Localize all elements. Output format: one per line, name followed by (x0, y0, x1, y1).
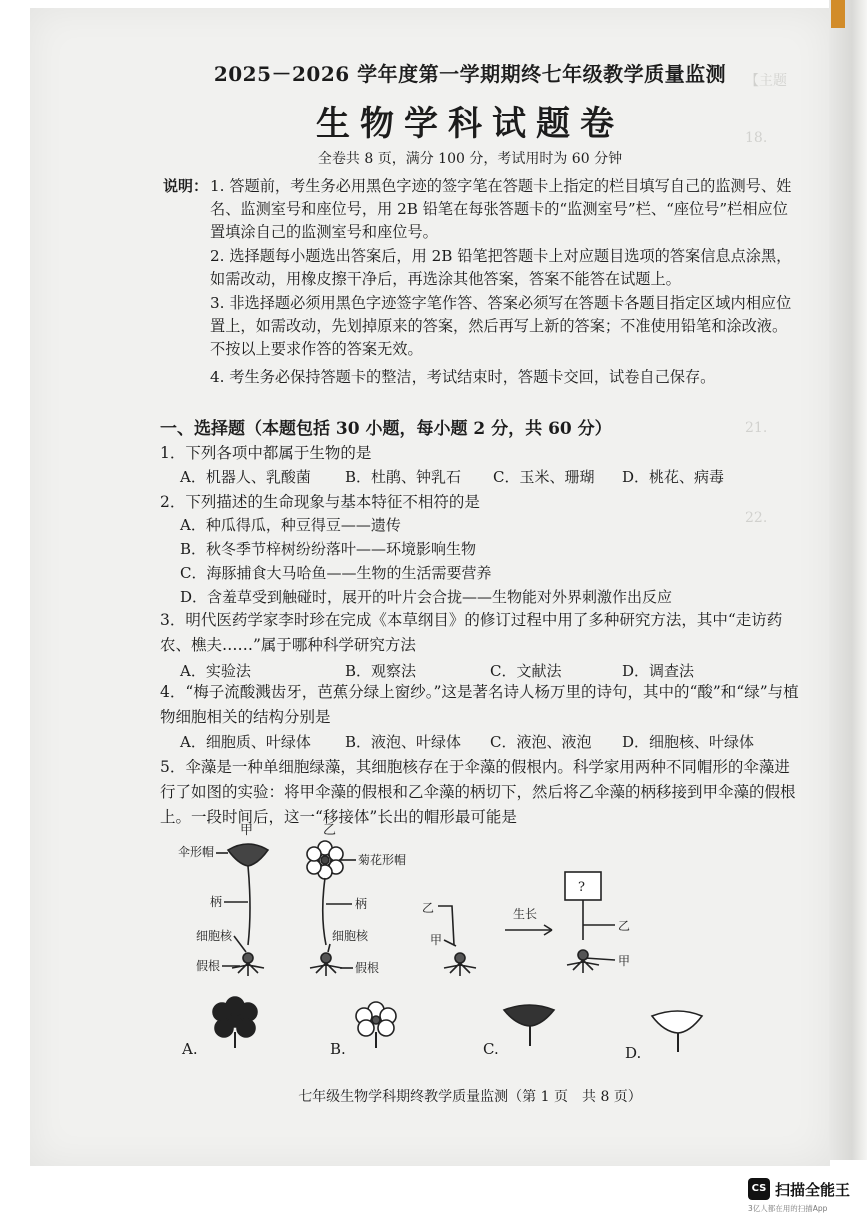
rhizoid-icon (444, 963, 476, 976)
instruction-item: 4. 考生务必保持答题卡的整洁，考试结束时，答题卡交回，试卷自己保存。 (210, 368, 716, 386)
bleed-through-text: 22. (745, 510, 768, 526)
nucleus-icon (321, 953, 331, 963)
section-title: 一、选择题（本题包括 30 小题，每小题 2 分，共 60 分） (160, 419, 612, 439)
label-stalk: 柄 (355, 897, 368, 911)
label-nucleus: 细胞核 (196, 929, 233, 943)
label-jia: 甲 (430, 933, 443, 947)
chrysanthemum-cap-icon (307, 841, 343, 879)
option-d: D．桃花、病毒 (622, 468, 725, 486)
label-unknown: ? (578, 880, 585, 895)
label-stalk: 柄 (210, 895, 223, 909)
option-c-dark-umbrella-icon (504, 1005, 554, 1046)
page-footer: 七年级生物学科期终教学质量监测（第 1 页 共 8 页） (298, 1089, 642, 1105)
option-c: C．海豚捕食大马哈鱼——生物的生活需要营养 (180, 564, 492, 582)
umbrella-cap-icon (228, 844, 268, 866)
option-c: C. (483, 1040, 499, 1058)
option-d: D．调查法 (622, 662, 695, 680)
option-c: C．液泡、液泡 (490, 733, 592, 751)
rhizoid-icon (232, 963, 264, 976)
app-tagline: 3亿人都在用的扫描App (748, 1204, 828, 1213)
option-d: D．含羞草受到触碰时，展开的叶片会合拢——生物能对外界刺激作出反应 (180, 588, 673, 606)
label-yi: 乙 (618, 919, 631, 933)
stalk (323, 878, 326, 945)
question-stem: 5．伞藻是一种单细胞绿藻，其细胞核存在于伞藻的假根内。科学家用两种不同帽形的伞藻进行了如图的实验：将甲伞藻的假根和乙伞藻的柄切下，然后将乙伞藻的柄移接到甲伞藻的假根上。一段时间后，这一“移接体”长出的帽形最可能是 (160, 758, 796, 826)
bleed-through-text: 18. (745, 130, 768, 146)
label-yi: 乙 (323, 823, 337, 838)
nucleus-icon (578, 950, 588, 960)
label-chrys-cap: 菊花形帽 (358, 853, 407, 867)
label-rhizoid: 假根 (196, 959, 221, 973)
option-b: B．秋冬季节梓树纷纷落叶——环境影响生物 (180, 540, 477, 558)
label-rhizoid: 假根 (355, 961, 380, 975)
option-b-light-chrysanthemum-icon (356, 1002, 396, 1048)
stalk (248, 866, 250, 945)
rhizoid-icon (567, 960, 599, 973)
question-stem: 4．“梅子流酸溅齿牙，芭蕉分绿上窗纱。”这是著名诗人杨万里的诗句，其中的“酸”和“绿”与植物细胞相关的结构分别是 (160, 683, 799, 726)
label-jia: 甲 (618, 954, 631, 968)
option-b: B．杜鹃、钟乳石 (345, 468, 462, 486)
rhizoid-icon (310, 963, 342, 976)
instruction-item: 3. 非选择题必须用黑色字迹签字笔作答、答案必须写在答题卡各题目指定区域内相应位置上，如需改动，先划掉原来的答案，然后再写上新的答案；不准使用铅笔和涂改液。不按以上要求作答的答案无效。 (210, 294, 792, 358)
bleed-through-text: 21. (745, 420, 768, 436)
exam-info: 全卷共 8 页，满分 100 分，考试用时为 60 分钟 (317, 151, 623, 167)
option-a: A．种瓜得瓜，种豆得豆——遗传 (180, 516, 401, 534)
question-stem: 2．下列描述的生命现象与基本特征不相符的是 (160, 493, 480, 511)
bleed-through-text: 【主题 (745, 73, 787, 89)
label-nucleus: 细胞核 (332, 929, 369, 943)
umbrella-algae-figure (160, 820, 800, 1070)
instructions-label: 说明： (163, 177, 209, 195)
instruction-item: 2. 选择题每小题选出答案后，用 2B 铅笔把答题卡上对应题目选项的答案信息点涂黑，如需改动，用橡皮擦干净后，再选涂其他答案，答案不能答在试题上。 (210, 247, 792, 288)
option-a-dark-chrysanthemum-icon (213, 997, 257, 1048)
app-name: 扫描全能王 (775, 1181, 851, 1199)
label-yi: 乙 (422, 901, 435, 915)
exam-title: 2025－2026 学年度第一学期期终七年级教学质量监测 (213, 62, 727, 86)
instruction-item: 1. 答题前，考生务必用黑色字迹的签字笔在答题卡上指定的栏目填写自己的监测号、姓名、监测室号和座位号，用 2B 铅笔在每张答题卡的“监测室号”栏、“座位号”栏相应位置填涂自己的监测室号和座位号。 (210, 177, 792, 241)
option-a: A．实验法 (180, 662, 251, 680)
option-d: D．细胞核、叶绿体 (622, 733, 755, 751)
option-b: B．观察法 (345, 662, 417, 680)
option-a: A．细胞质、叶绿体 (180, 733, 311, 751)
subject-title: 生物学科试题卷 (316, 104, 624, 144)
nucleus-icon (243, 953, 253, 963)
cs-logo-icon: CS (748, 1178, 770, 1200)
option-b: B. (330, 1040, 346, 1058)
option-d-light-umbrella-icon (652, 1011, 702, 1052)
label-jia: 甲 (240, 823, 254, 838)
nucleus-icon (455, 953, 465, 963)
question-stem: 1．下列各项中都属于生物的是 (160, 444, 372, 462)
page-corner-mark (831, 0, 845, 28)
option-d: D. (625, 1044, 642, 1062)
option-b: B．液泡、叶绿体 (345, 733, 462, 751)
option-c: C．文献法 (490, 662, 562, 680)
option-a: A．机器人、乳酸菌 (180, 468, 311, 486)
option-c: C．玉米、珊瑚 (493, 468, 595, 486)
scanner-app-logo (748, 1176, 860, 1216)
option-a: A. (182, 1040, 198, 1058)
next-page-edge (829, 0, 867, 1160)
label-umbrella-cap: 伞形帽 (178, 845, 215, 859)
label-grow: 生长 (513, 907, 538, 921)
question-stem: 3．明代医药学家李时珍在完成《本草纲目》的修订过程中用了多种研究方法，其中“走访药农、樵夫……”属于哪种科学研究方法 (160, 611, 783, 654)
